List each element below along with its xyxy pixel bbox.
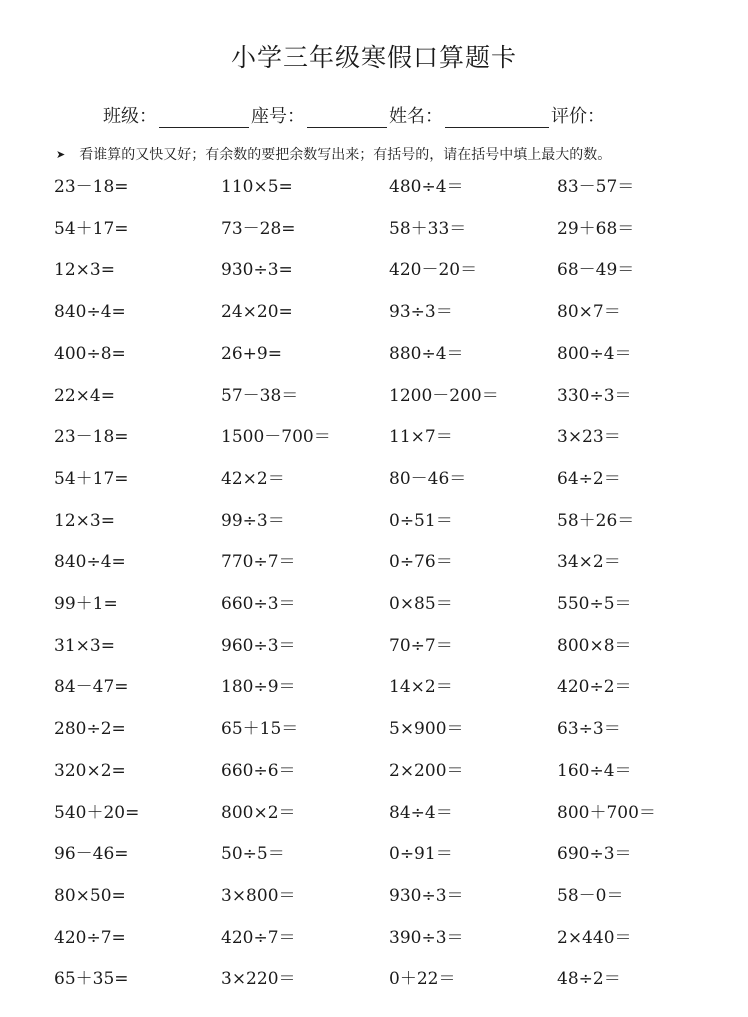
problem-item: 80×50= xyxy=(54,885,126,906)
problem-row xyxy=(0,253,748,287)
problem-item: 2×440＝ xyxy=(557,927,632,948)
name-blank[interactable] xyxy=(445,107,549,128)
problem-item: 58＋33＝ xyxy=(389,218,467,239)
seat-blank[interactable] xyxy=(307,107,387,128)
problem-item: 330÷3＝ xyxy=(557,385,632,406)
problem-row xyxy=(0,504,748,538)
problem-item: 70÷7＝ xyxy=(389,635,453,656)
problem-item: 930÷3= xyxy=(221,260,293,281)
problem-item: 390÷3＝ xyxy=(389,927,464,948)
problem-row xyxy=(0,962,748,996)
problem-item: 800÷4＝ xyxy=(557,343,632,364)
problem-item: 23－18= xyxy=(54,177,129,197)
problem-row xyxy=(0,629,748,663)
problem-item: 3×800＝ xyxy=(221,885,296,906)
problem-item: 840÷4= xyxy=(54,302,126,323)
problem-item: 54＋17= xyxy=(54,468,129,489)
problem-item: 800×8＝ xyxy=(557,635,632,656)
problem-item: 5×900＝ xyxy=(389,719,464,740)
problem-row xyxy=(0,712,748,746)
problem-row xyxy=(0,670,748,704)
problem-item: 58－0＝ xyxy=(557,885,624,906)
problem-item: 63÷3＝ xyxy=(557,719,621,740)
problem-item: 0÷76＝ xyxy=(389,552,453,573)
problem-item: 420÷2＝ xyxy=(557,677,632,698)
problem-item: 84÷4＝ xyxy=(389,802,453,823)
problem-row xyxy=(0,379,748,413)
problem-item: 660÷6＝ xyxy=(221,760,296,781)
problem-row xyxy=(0,587,748,621)
problem-item: 800×2＝ xyxy=(221,802,296,823)
problem-item: 0÷91＝ xyxy=(389,844,453,865)
problem-item: 64÷2＝ xyxy=(557,468,621,489)
problem-item: 800＋700＝ xyxy=(557,802,656,823)
page-title: 小学三年级寒假口算题卡 xyxy=(230,43,517,72)
problem-item: 57－38＝ xyxy=(221,385,299,406)
problem-item: 660÷3＝ xyxy=(221,594,296,614)
problem-item: 24×20= xyxy=(221,302,293,323)
problem-item: 29＋68＝ xyxy=(557,218,635,239)
problem-item: 80×7＝ xyxy=(557,302,621,323)
name-label: 姓名： xyxy=(389,106,443,127)
arrow-bullet-icon: ➤ xyxy=(56,147,66,161)
problem-item: 12×3= xyxy=(54,260,115,281)
class-blank[interactable] xyxy=(159,107,249,128)
problem-item: 22×4= xyxy=(54,385,115,406)
problem-item: 930÷3＝ xyxy=(389,885,464,906)
problem-item: 96－46= xyxy=(54,844,129,865)
problem-row xyxy=(0,462,748,496)
problem-row xyxy=(0,545,748,579)
problem-row xyxy=(0,295,748,329)
problem-item: 160÷4＝ xyxy=(557,760,632,781)
problem-row xyxy=(0,879,748,913)
problem-item: 280÷2= xyxy=(54,719,126,740)
problem-item: 54＋17= xyxy=(54,218,129,239)
eval-label: 评价： xyxy=(551,106,605,127)
problem-item: 23－18= xyxy=(54,427,129,448)
problem-item: 31×3= xyxy=(54,635,115,656)
problem-item: 420－20＝ xyxy=(389,260,478,281)
problem-item: 1200－200＝ xyxy=(389,385,499,406)
problem-item: 420÷7= xyxy=(54,927,126,948)
problem-row xyxy=(0,212,748,246)
problem-item: 58＋26＝ xyxy=(557,510,635,531)
problem-item: 0÷51＝ xyxy=(389,510,453,531)
problem-item: 93÷3＝ xyxy=(389,302,453,323)
seat-label: 座号： xyxy=(251,106,305,127)
problem-item: 320×2= xyxy=(54,760,126,781)
problem-item: 880÷4＝ xyxy=(389,343,464,364)
problem-row xyxy=(0,796,748,830)
student-info-line xyxy=(103,100,605,128)
problem-item: 3×23＝ xyxy=(557,427,621,448)
problem-item: 180÷9＝ xyxy=(221,677,296,698)
instruction-text: 看谁算的又快又好；有余数的要把余数写出来；有括号的，请在括号中填上最大的数。 xyxy=(79,147,612,163)
class-label: 班级： xyxy=(103,106,157,127)
problem-item: 690÷3＝ xyxy=(557,844,632,865)
problem-row xyxy=(0,754,748,788)
problem-item: 73－28= xyxy=(221,218,296,239)
problem-item: 14×2＝ xyxy=(389,677,453,698)
problem-item: 0＋22＝ xyxy=(389,969,456,990)
problem-item: 400÷8= xyxy=(54,343,126,364)
problem-item: 26+9= xyxy=(221,343,282,364)
problem-item: 2×200＝ xyxy=(389,760,464,781)
instructions xyxy=(56,144,611,164)
problem-row xyxy=(0,837,748,871)
problem-item: 50÷5＝ xyxy=(221,844,285,865)
problem-item: 540＋20= xyxy=(54,802,140,823)
problem-item: 80－46＝ xyxy=(389,468,467,489)
problem-item: 68－49＝ xyxy=(557,260,635,281)
problem-item: 110×5= xyxy=(221,177,293,197)
problem-item: 3×220＝ xyxy=(221,969,296,990)
problem-row xyxy=(0,170,748,204)
problem-item: 550÷5＝ xyxy=(557,594,632,614)
problem-item: 48÷2＝ xyxy=(557,969,621,990)
problem-item: 84－47= xyxy=(54,677,129,698)
problem-item: 65＋15＝ xyxy=(221,719,299,740)
problem-item: 12×3= xyxy=(54,510,115,531)
problem-item: 420÷7＝ xyxy=(221,927,296,948)
problem-item: 480÷4＝ xyxy=(389,177,464,197)
problem-item: 960÷3＝ xyxy=(221,635,296,656)
problem-item: 83－57＝ xyxy=(557,177,635,197)
problem-item: 840÷4= xyxy=(54,552,126,573)
problem-item: 34×2＝ xyxy=(557,552,621,573)
problem-item: 65＋35= xyxy=(54,969,129,990)
problem-row xyxy=(0,921,748,955)
problem-item: 99÷3＝ xyxy=(221,510,285,531)
problem-row xyxy=(0,337,748,371)
problem-item: 770÷7＝ xyxy=(221,552,296,573)
problem-item: 42×2＝ xyxy=(221,468,285,489)
problem-item: 0×85＝ xyxy=(389,594,453,614)
problem-item: 99＋1= xyxy=(54,594,118,614)
problem-row xyxy=(0,420,748,454)
problem-item: 1500－700＝ xyxy=(221,427,331,448)
problem-item: 11×7＝ xyxy=(389,427,453,448)
